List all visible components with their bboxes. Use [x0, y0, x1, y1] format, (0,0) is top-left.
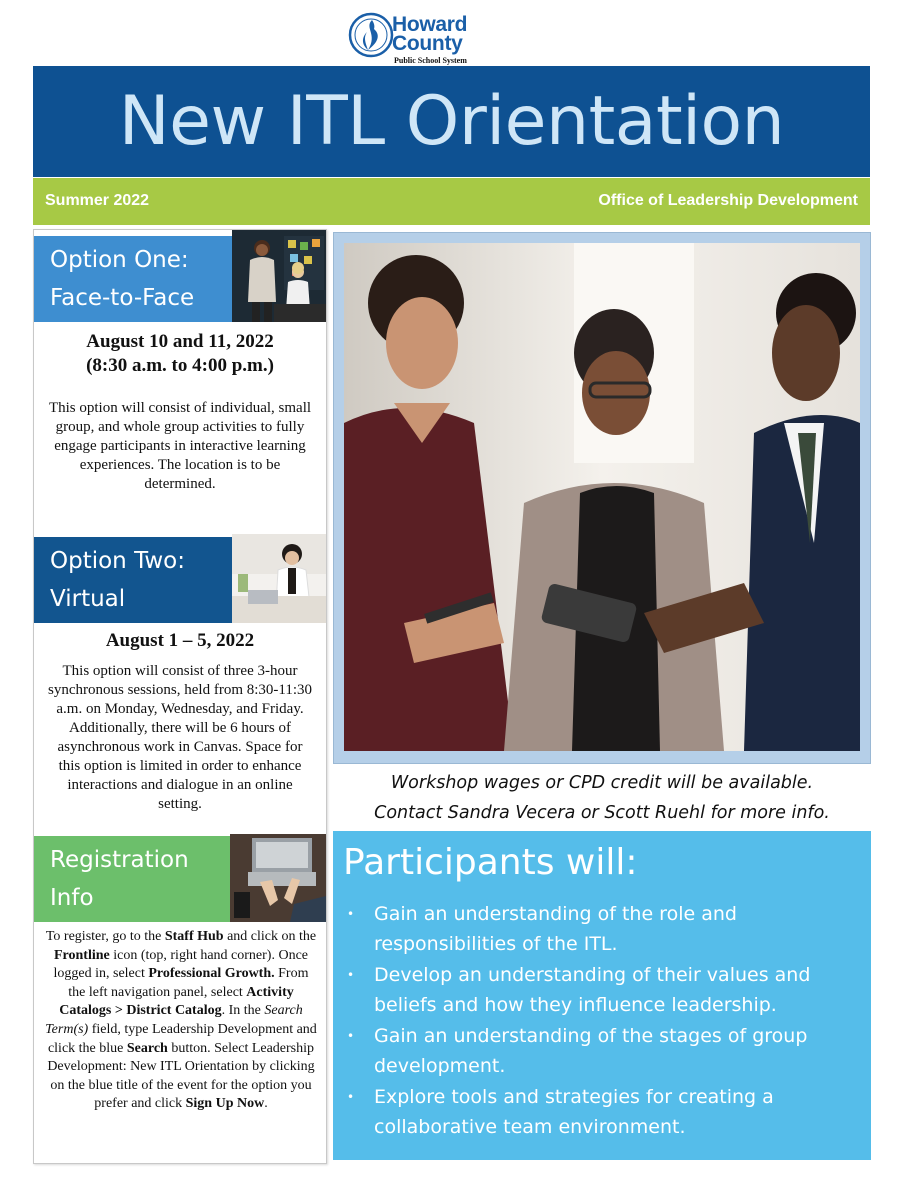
- office-label: Office of Leadership Development: [598, 192, 858, 209]
- search-term: Search: [126, 1040, 168, 1056]
- option-one-photo: [232, 230, 326, 322]
- list-item-text: Develop an understanding of their values and beliefs and how they influence leadership.: [374, 964, 811, 1016]
- reg-text-2: and click on the: [223, 929, 317, 944]
- season-label: Summer 2022: [45, 192, 150, 209]
- options-column: [33, 229, 327, 1164]
- logo-subtitle: Public School System: [394, 56, 467, 65]
- reg-text-7: button. Select Leadership Development: New ITL Orientation by clicking on the blue title of the event for the option you prefer and click: [47, 1040, 315, 1112]
- option-two-heading-line1: Option Two:: [50, 548, 185, 574]
- info-strip: [33, 178, 870, 225]
- registration-heading-line1: Registration: [50, 847, 189, 873]
- reg-text-5: . In the: [221, 1003, 265, 1019]
- activity-catalogs-term: Activity Catalogs > District Catalog: [59, 984, 294, 1019]
- list-item: [347, 960, 857, 1020]
- bullet-icon: •: [347, 1029, 355, 1043]
- hcpss-logo: [348, 10, 508, 66]
- logo-name-line1: Howard: [392, 13, 468, 36]
- main-photo-frame: [333, 232, 871, 764]
- reg-text-8: .: [264, 1096, 268, 1112]
- staff-hub-term: Staff Hub: [164, 929, 224, 944]
- page-title: New ITL Orientation: [118, 82, 785, 161]
- option-one-date: [34, 330, 326, 378]
- frontline-term: Frontline: [53, 947, 110, 963]
- list-item-text: Gain an understanding of the stages of group development.: [374, 1025, 808, 1077]
- option-one-heading: [34, 236, 232, 322]
- list-item-text: Gain an understanding of the role and responsibilities of the ITL.: [374, 903, 737, 955]
- registration-instructions: [44, 928, 318, 1114]
- reg-text-1: To register, go to the: [45, 929, 165, 944]
- laptop-hands-image: [230, 834, 326, 922]
- wages-line1: Workshop wages or CPD credit will be available.: [390, 773, 814, 793]
- registration-heading-line2: Info: [50, 885, 94, 911]
- option-one-heading-line1: Option One:: [50, 247, 189, 273]
- option-two-photo: [232, 534, 326, 623]
- title-banner: [33, 66, 870, 177]
- participants-box: [333, 831, 871, 1160]
- professional-growth-term: Professional Growth.: [148, 966, 275, 982]
- bullet-icon: •: [347, 968, 355, 982]
- list-item: [347, 1082, 857, 1142]
- registration-photo: [230, 834, 326, 922]
- list-item: [347, 1021, 857, 1081]
- reg-text-6: field, type Leadership Development and click the blue: [47, 1021, 317, 1056]
- list-item-text: Explore tools and strategies for creating a collaborative team environment.: [374, 1086, 774, 1138]
- bullet-icon: •: [347, 1090, 355, 1104]
- reg-text-4: From the left navigation panel, select: [68, 966, 309, 1000]
- participants-list: [347, 899, 857, 1143]
- option-two-date: August 1 – 5, 2022: [105, 630, 255, 651]
- sign-up-now-term: Sign Up Now: [185, 1096, 265, 1112]
- search-terms-term: Search Term(s): [45, 1003, 303, 1037]
- option-one-description: This option will consist of individual, small group, and whole group activities to fully engage participants in interactive learning experiences. The location is to be determined.: [48, 400, 312, 492]
- option-one-date-line1: August 10 and 11, 2022: [86, 331, 274, 352]
- participants-heading: Participants will:: [343, 842, 638, 883]
- wages-contact-line: Contact Sandra Vecera or Scott Ruehl for more info.: [374, 803, 830, 823]
- laptop-user-image: [232, 534, 326, 623]
- option-two-description: This option will consist of three 3-hour synchronous sessions, held from 8:30-11:30 a.m. on Monday, Wednesday, and Friday. Additionally, there will be 6 hours of asynchronous work in Canvas. Space for this option is limited in order to enhance interactions and dialogue in an online setting.: [48, 663, 313, 812]
- list-item: [347, 899, 857, 959]
- main-photo: [344, 243, 860, 751]
- colleagues-talking-image: [344, 243, 860, 751]
- logo-name-line2: County: [392, 32, 463, 55]
- bullet-icon: •: [347, 907, 355, 921]
- option-two-heading-line2: Virtual: [50, 586, 126, 612]
- wages-note: [333, 768, 871, 828]
- presenter-image: [232, 230, 326, 322]
- option-two-heading: [34, 537, 232, 623]
- option-one-time: (8:30 a.m. to 4:00 p.m.): [86, 355, 274, 376]
- reg-text-3: icon (top, right hand corner). Once logged in, select: [53, 947, 308, 982]
- option-one-heading-line2: Face-to-Face: [50, 285, 195, 311]
- registration-heading: [34, 836, 232, 922]
- flame-logo-icon: [348, 12, 394, 58]
